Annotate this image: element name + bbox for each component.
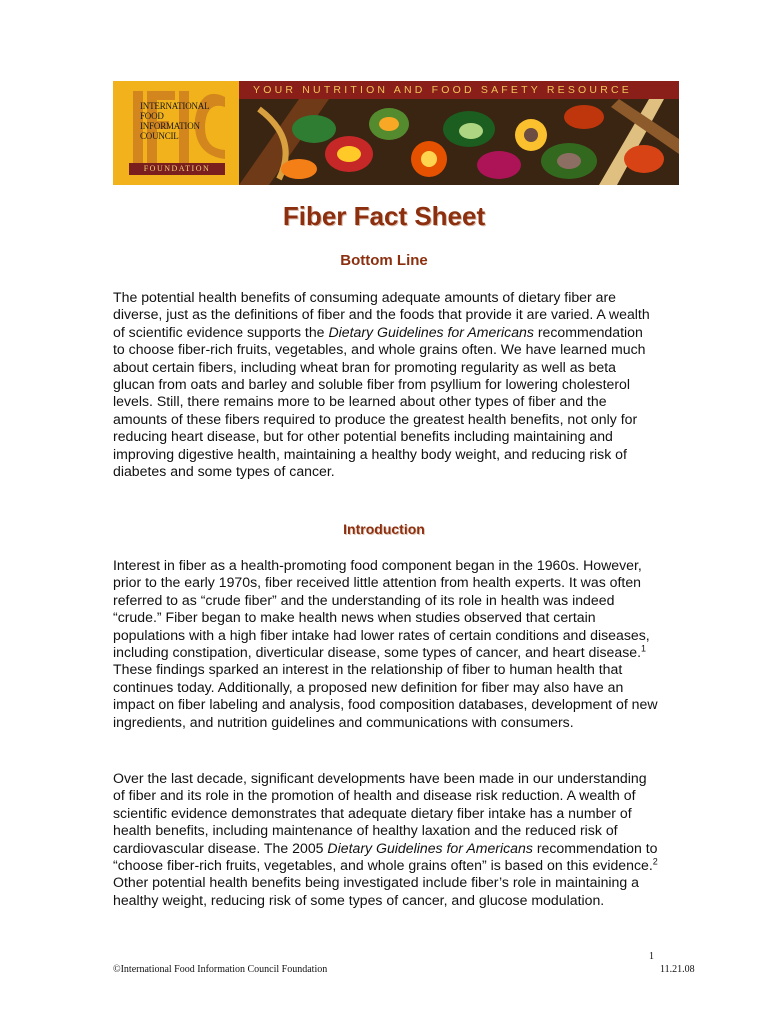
logo-line-3: INFORMATION xyxy=(140,121,200,131)
logo-line-2: FOOD xyxy=(140,111,164,121)
header-banner xyxy=(113,81,679,185)
banner-tagline: YOUR NUTRITION AND FOOD SAFETY RESOURCE xyxy=(239,81,679,99)
intro-p2-text-part-1: Over the last decade, significant developments have been made in our understanding of fiber and its role in the promotion of health and disease risk reduction. A wealth of scientific evidence demonstrates that adequate dietary fiber intake has a number of health benefits, including maintenance of healthy laxation and the reduced risk of cardiovascular disease. The 2005 xyxy=(113,770,647,856)
intro-p2-italic-title: Dietary Guidelines for Americans xyxy=(327,839,533,856)
logo-foundation-label: FOUNDATION xyxy=(129,163,225,175)
bottom-line-text-part-2: recommendation to choose fiber-rich fruits, vegetables, and whole grains often. We have learned much about certain fibers, including wheat bran for promoting regularity as well as beta glucan from oats and barley and soluble fiber from psyllium for lowering cholesterol levels. Still, there remains more to be learned about other types of fiber and the amounts of these fibers required to produce the greatest health benefits, not only for reducing heart disease, but for other potential benefits including maintaining and improving digestive health, maintaining a healthy body weight, and reducing risk of diabetes and some types of cancer. xyxy=(113,323,646,480)
bottom-line-heading: Bottom Line xyxy=(340,252,428,269)
introduction-paragraph-2 xyxy=(113,770,658,909)
food-illustration xyxy=(239,99,679,185)
logo-wordmark xyxy=(140,101,220,141)
introduction-heading: Introduction xyxy=(343,521,425,537)
footer-copyright: ©International Food Information Council Foundation xyxy=(113,964,328,975)
bottom-line-text-part-1: The potential health benefits of consuming adequate amounts of dietary fiber are diverse, just as the definitions of fiber and the foods that provide it are varied. A wealth of scientific evidence supports the xyxy=(113,289,650,340)
bottom-line-italic-title: Dietary Guidelines for Americans xyxy=(328,323,534,340)
page-number: 1 xyxy=(649,951,654,962)
footnote-ref-1: 1 xyxy=(641,643,647,654)
intro-p2-text-part-2: recommendation to “choose fiber-rich fruits, vegetables, and whole grains often” is based on this evidence. xyxy=(113,839,658,874)
page-title: Fiber Fact Sheet xyxy=(282,201,486,231)
logo-line-1: INTERNATIONAL xyxy=(140,101,210,111)
intro-p1-text-part-2: These findings sparked an interest in the relationship of fiber to human health that continues today. Additionally, a proposed new definition for fiber may also have an impact on fiber labeling and analysis, food composition databases, development of new ingredients, and nutrition guidelines and communications with consumers. xyxy=(113,661,658,730)
intro-p1-text-part-1: Interest in fiber as a health-promoting food component began in the 1960s. However, prior to the early 1970s, fiber received little attention from health experts. It was often referred to as “crude fiber” and the understanding of its role in health was indeed “crude.” Fiber began to make health news when studies observed that certain populations with a high fiber intake had lower rates of certain conditions and diseases, including constipation, diverticular disease, some types of cancer, and heart disease. xyxy=(113,557,650,661)
introduction-paragraph-1 xyxy=(113,557,658,731)
logo-line-4: COUNCIL xyxy=(140,131,179,141)
footnote-ref-2: 2 xyxy=(652,856,658,867)
banner-art-panel xyxy=(239,81,679,185)
bottom-line-paragraph xyxy=(113,289,658,480)
ific-logo xyxy=(113,81,239,185)
footer-date: 11.21.08 xyxy=(660,964,695,975)
intro-p2-text-part-3: Other potential health benefits being investigated include fiber’s role in maintaining a healthy weight, reducing risk of some types of cancer, and glucose modulation. xyxy=(113,874,639,908)
